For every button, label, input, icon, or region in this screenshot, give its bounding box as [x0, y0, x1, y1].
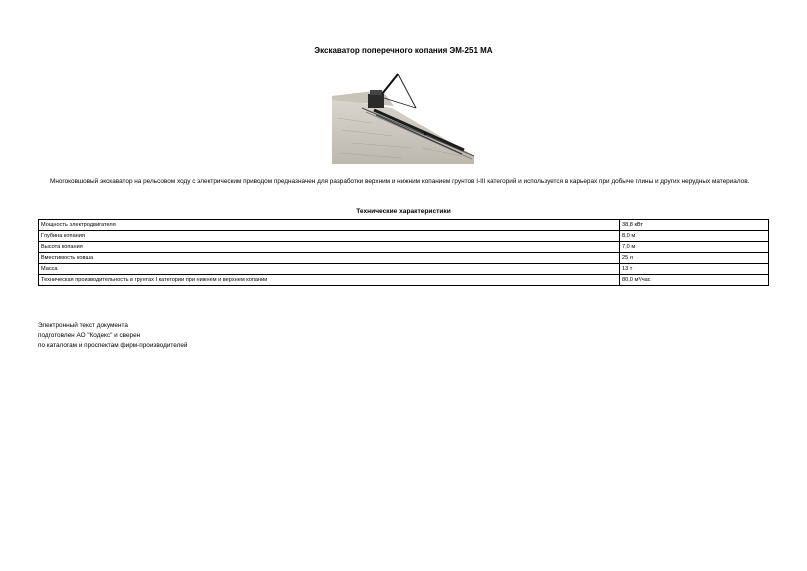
footer-line: Электронный текст документа [38, 322, 128, 329]
footer-line: подготовлен АО "Кодекс" и сверен [38, 332, 141, 339]
spec-value: 13 т [620, 264, 769, 275]
table-row [39, 264, 769, 275]
spec-name: Мощность электродвигателя [39, 220, 620, 231]
table-row [39, 253, 769, 264]
specs-heading: Технические характеристики [356, 208, 451, 215]
spec-value: 7,0 м [620, 242, 769, 253]
specs-table [38, 219, 769, 286]
footer-note [38, 321, 187, 351]
spec-name: Глубина копания [39, 231, 620, 242]
table-row [39, 231, 769, 242]
spec-value: 25 л [620, 253, 769, 264]
spec-value: 38,8 кВт [620, 220, 769, 231]
spec-value: 80,0 м³/час [620, 275, 769, 286]
spec-name: Масса [39, 264, 620, 275]
table-row [39, 220, 769, 231]
spec-value: 8,0 м [620, 231, 769, 242]
excavator-illustration [332, 68, 474, 164]
footer-line: по каталогам и проспектам фирм-производителей [38, 342, 188, 349]
table-row [39, 242, 769, 253]
excavator-photo [332, 68, 474, 164]
spec-name: Техническая производительность в грунтах I категории при нижнем и верхнем копании [39, 275, 620, 286]
table-row [39, 275, 769, 286]
document-title: Экскаватор поперечного копания ЭМ-251 МА [314, 46, 493, 55]
spec-name: Высота копания [39, 242, 620, 253]
description-paragraph: Многоковшовый экскаватор на рельсовом ходу с электрическим приводом предназначен для разработки верхним и нижним копанием грунтов I-III категорий и используется в карьерах при добыче глины и других нерудных материалов. [50, 178, 750, 185]
spec-name: Вместимость ковша [39, 253, 620, 264]
